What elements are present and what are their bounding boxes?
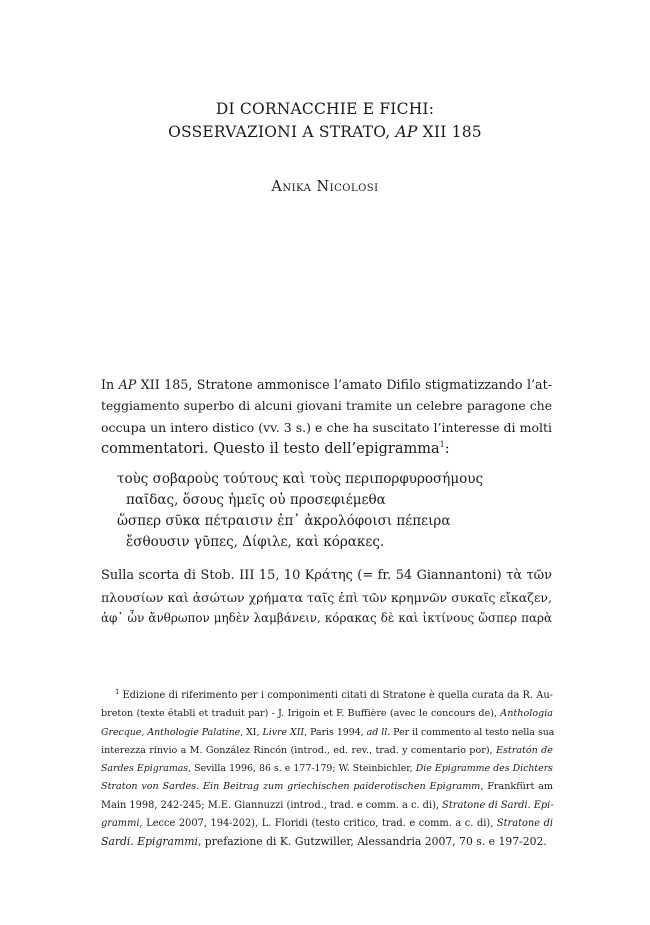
text-run: , XI, [240,726,263,738]
italic-run: Sardi. Epigrammi [101,835,198,849]
italic-run: grammi [101,818,140,830]
paragraph-line [101,374,552,396]
text-run: In [101,377,119,392]
text-run: interezza rinvio a M. González Rincón (introd., ed. rev., trad. y comentario por), [101,744,496,756]
italic-run: Estratón de [495,744,553,756]
verse-line: παῖδας, ὅσους ἡμεῖς οὐ προσεφιέμεθα [126,492,386,508]
text-run: , prefazione di K. Gutzwiller, Alessandria 2007, 70 s. e 197-202. [197,835,547,849]
author-name [0,179,650,195]
verse-line: ἔσθουσιν γῦπες, Δίφιλε, καὶ κόρακες. [126,534,385,550]
footnote [101,687,553,852]
author-last-name: Nicolosi [316,179,379,195]
italic-run: ad ll. [366,726,391,738]
epigram-quote [117,469,483,553]
text-run: Main 1998, 242-245; M.E. Giannuzzi (introd., trad. e comm. a c. di), [101,799,443,811]
paragraph-line: occupa un intero distico (vv. 3 s.) e che ha suscitato l’interesse di molti [101,420,552,435]
paragraph-commentary [101,565,552,630]
footnote-line [101,705,553,723]
italic-run: Stratone di Sardi. Epi- [442,799,554,811]
title-line-1: DI CORNACCHIE E FICHI: [215,100,435,118]
italic-run: Straton von Sardes. Ein Beitrag zum griechischen paiderotischen Epigramm [101,781,481,793]
footnote-line [101,797,553,815]
verse-line: ὥσπερ σῦκα πέτραισιν ἐπ᾽ ἀκρολόφοισι πέπειρα [117,513,451,529]
text-run: commentatori. Questo il testo dell’epigramma [101,440,440,457]
text-run: , Paris 1994, [304,726,367,738]
title-line-2-prefix: OSSERVAZIONI A STRATO, [168,123,396,141]
title-line-2-suffix: XII 185 [417,123,482,141]
footnote-line [101,724,553,742]
text-run: , Frankfürt am [480,781,554,793]
paragraph-line: teggiamento superbo di alcuni giovani tramite un celebre paragone che [101,398,552,413]
text-run: breton (texte établi et traduit par) - J. Irigoin et F. Buffière (avec le concours de), [101,708,501,720]
author-first-name: Anika [271,179,312,195]
verse-line: τοὺς σοβαροὺς τούτους καὶ τοὺς περιπορφυροσήμους [117,471,484,487]
footnote-reference[interactable]: 1 [439,439,445,449]
footnote-line [101,778,553,796]
italic-run: Stratone di [496,818,553,830]
footnote-line [101,742,553,760]
paragraph-line [101,439,552,461]
text-run: , Sevilla 1996, 86 s. e 177-179; W. Steinbichler, [188,763,416,775]
text-run: , Lecce 2007, 194-202), L. Floridi (testo critico, trad. e comm. a c. di), [139,818,497,830]
italic-run: Anthologia [500,708,553,720]
text-run: Edizione di riferimento per i componimenti citati di Stratone è quella curata da R. Au- [122,690,553,701]
text-run: : [444,440,450,457]
article-title [0,98,650,144]
text-run: XII 185, Stratone ammonisce l’amato Difilo stigmatizzando l’at- [136,377,552,392]
italic-run: Die Epigramme des Dichters [415,763,553,775]
italic-run: Grecque, Anthologie Palatine [101,726,241,738]
paragraph-line: Sulla scorta di Stob. III 15, 10 Κράτης (= fr. 54 Giannantoni) τὰ τῶν [101,568,552,583]
paragraph-line: ἀφ᾽ ὧν ἄνθρωπον μηδὲν λαμβάνειν, κόρακας δὲ καὶ ἰκτίνους ὥσπερ παρὰ [101,611,552,625]
footnote-line [101,815,553,833]
ap-abbrev: AP [118,377,137,392]
italic-run: Livre XII [262,726,305,738]
footnote-number: 1 [115,688,120,696]
paragraph-intro [101,374,552,460]
title-line-2 [0,121,650,144]
footnote-line [101,760,553,778]
text-run: Per il commento al testo nella sua [390,726,555,738]
title-ap-abbrev: AP [395,123,418,141]
italic-run: Sardes Epigramas [101,763,189,775]
footnote-line [101,687,553,705]
footnote-line [101,833,553,851]
paragraph-line: πλουσίων καὶ ἀσώτων χρήματα ταῖς ἐπὶ τῶν κρημνῶν συκαῖς εἴκαζεν, [101,589,552,605]
